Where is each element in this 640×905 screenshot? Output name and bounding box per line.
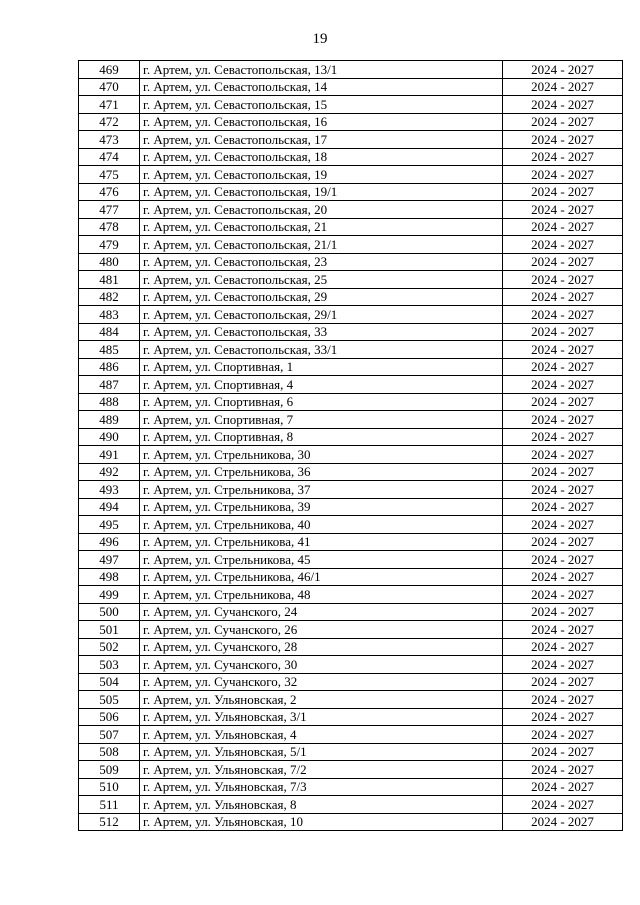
row-number: 474 <box>79 148 140 166</box>
row-number: 506 <box>79 708 140 726</box>
row-address: г. Артем, ул. Севастопольская, 29 <box>140 288 503 306</box>
row-period: 2024 - 2027 <box>503 358 623 376</box>
row-address: г. Артем, ул. Стрельникова, 41 <box>140 533 503 551</box>
table-row <box>79 376 623 394</box>
row-address: г. Артем, ул. Севастопольская, 21/1 <box>140 236 503 254</box>
row-number: 479 <box>79 236 140 254</box>
row-number: 485 <box>79 341 140 359</box>
row-address: г. Артем, ул. Севастопольская, 20 <box>140 201 503 219</box>
table-row <box>79 726 623 744</box>
row-address: г. Артем, ул. Севастопольская, 19/1 <box>140 183 503 201</box>
row-address: г. Артем, ул. Ульяновская, 3/1 <box>140 708 503 726</box>
row-number: 500 <box>79 603 140 621</box>
row-period: 2024 - 2027 <box>503 516 623 534</box>
row-address: г. Артем, ул. Ульяновская, 10 <box>140 813 503 831</box>
table-row <box>79 481 623 499</box>
row-address: г. Артем, ул. Севастопольская, 21 <box>140 218 503 236</box>
row-address: г. Артем, ул. Севастопольская, 16 <box>140 113 503 131</box>
table-row <box>79 498 623 516</box>
row-period: 2024 - 2027 <box>503 131 623 149</box>
row-period: 2024 - 2027 <box>503 323 623 341</box>
table-row <box>79 603 623 621</box>
row-period: 2024 - 2027 <box>503 236 623 254</box>
table-row <box>79 201 623 219</box>
table-row <box>79 743 623 761</box>
table-row <box>79 288 623 306</box>
row-period: 2024 - 2027 <box>503 411 623 429</box>
row-number: 495 <box>79 516 140 534</box>
table-row <box>79 96 623 114</box>
row-number: 475 <box>79 166 140 184</box>
row-address: г. Артем, ул. Стрельникова, 36 <box>140 463 503 481</box>
row-period: 2024 - 2027 <box>503 218 623 236</box>
row-period: 2024 - 2027 <box>503 341 623 359</box>
table-row <box>79 323 623 341</box>
table-row <box>79 621 623 639</box>
row-period: 2024 - 2027 <box>503 78 623 96</box>
row-address: г. Артем, ул. Севастопольская, 29/1 <box>140 306 503 324</box>
row-address: г. Артем, ул. Сучанского, 24 <box>140 603 503 621</box>
row-period: 2024 - 2027 <box>503 481 623 499</box>
row-address: г. Артем, ул. Севастопольская, 25 <box>140 271 503 289</box>
row-number: 470 <box>79 78 140 96</box>
row-number: 510 <box>79 778 140 796</box>
row-period: 2024 - 2027 <box>503 166 623 184</box>
row-period: 2024 - 2027 <box>503 586 623 604</box>
row-number: 487 <box>79 376 140 394</box>
table-row <box>79 656 623 674</box>
row-number: 469 <box>79 61 140 79</box>
row-period: 2024 - 2027 <box>503 656 623 674</box>
row-address: г. Артем, ул. Спортивная, 6 <box>140 393 503 411</box>
row-period: 2024 - 2027 <box>503 446 623 464</box>
row-period: 2024 - 2027 <box>503 691 623 709</box>
row-address: г. Артем, ул. Стрельникова, 46/1 <box>140 568 503 586</box>
row-number: 494 <box>79 498 140 516</box>
table-row <box>79 551 623 569</box>
row-address: г. Артем, ул. Севастопольская, 19 <box>140 166 503 184</box>
row-period: 2024 - 2027 <box>503 61 623 79</box>
table-row <box>79 253 623 271</box>
table-row <box>79 411 623 429</box>
table-row <box>79 393 623 411</box>
table-row <box>79 61 623 79</box>
row-number: 504 <box>79 673 140 691</box>
table-row <box>79 113 623 131</box>
row-number: 512 <box>79 813 140 831</box>
row-number: 483 <box>79 306 140 324</box>
row-period: 2024 - 2027 <box>503 726 623 744</box>
row-number: 503 <box>79 656 140 674</box>
row-address: г. Артем, ул. Севастопольская, 33 <box>140 323 503 341</box>
row-number: 476 <box>79 183 140 201</box>
row-period: 2024 - 2027 <box>503 568 623 586</box>
row-number: 511 <box>79 796 140 814</box>
table-row <box>79 568 623 586</box>
table-row <box>79 358 623 376</box>
table-row <box>79 673 623 691</box>
table-row <box>79 778 623 796</box>
row-period: 2024 - 2027 <box>503 428 623 446</box>
row-period: 2024 - 2027 <box>503 393 623 411</box>
row-address: г. Артем, ул. Севастопольская, 15 <box>140 96 503 114</box>
table-row <box>79 78 623 96</box>
table-row <box>79 463 623 481</box>
row-period: 2024 - 2027 <box>503 533 623 551</box>
page-number: 19 <box>312 31 328 47</box>
row-number: 491 <box>79 446 140 464</box>
row-period: 2024 - 2027 <box>503 288 623 306</box>
row-period: 2024 - 2027 <box>503 551 623 569</box>
table-row <box>79 428 623 446</box>
row-period: 2024 - 2027 <box>503 201 623 219</box>
row-number: 481 <box>79 271 140 289</box>
row-address: г. Артем, ул. Стрельникова, 40 <box>140 516 503 534</box>
table-row <box>79 166 623 184</box>
table-row <box>79 131 623 149</box>
row-number: 486 <box>79 358 140 376</box>
row-period: 2024 - 2027 <box>503 96 623 114</box>
row-address: г. Артем, ул. Ульяновская, 8 <box>140 796 503 814</box>
row-number: 507 <box>79 726 140 744</box>
address-table <box>78 60 623 831</box>
row-period: 2024 - 2027 <box>503 113 623 131</box>
row-number: 482 <box>79 288 140 306</box>
row-number: 496 <box>79 533 140 551</box>
row-address: г. Артем, ул. Спортивная, 8 <box>140 428 503 446</box>
table-row <box>79 446 623 464</box>
row-address: г. Артем, ул. Сучанского, 26 <box>140 621 503 639</box>
row-address: г. Артем, ул. Ульяновская, 7/3 <box>140 778 503 796</box>
row-address: г. Артем, ул. Сучанского, 32 <box>140 673 503 691</box>
row-number: 480 <box>79 253 140 271</box>
row-number: 493 <box>79 481 140 499</box>
table-row <box>79 813 623 831</box>
row-number: 501 <box>79 621 140 639</box>
row-address: г. Артем, ул. Спортивная, 1 <box>140 358 503 376</box>
row-address: г. Артем, ул. Севастопольская, 23 <box>140 253 503 271</box>
row-period: 2024 - 2027 <box>503 796 623 814</box>
row-number: 473 <box>79 131 140 149</box>
row-number: 471 <box>79 96 140 114</box>
table-row <box>79 533 623 551</box>
row-number: 499 <box>79 586 140 604</box>
row-period: 2024 - 2027 <box>503 813 623 831</box>
row-address: г. Артем, ул. Стрельникова, 39 <box>140 498 503 516</box>
row-period: 2024 - 2027 <box>503 253 623 271</box>
row-number: 497 <box>79 551 140 569</box>
row-number: 490 <box>79 428 140 446</box>
row-address: г. Артем, ул. Ульяновская, 7/2 <box>140 761 503 779</box>
row-number: 509 <box>79 761 140 779</box>
row-address: г. Артем, ул. Стрельникова, 30 <box>140 446 503 464</box>
row-period: 2024 - 2027 <box>503 708 623 726</box>
row-period: 2024 - 2027 <box>503 638 623 656</box>
row-number: 498 <box>79 568 140 586</box>
row-address: г. Артем, ул. Спортивная, 4 <box>140 376 503 394</box>
row-number: 502 <box>79 638 140 656</box>
row-period: 2024 - 2027 <box>503 148 623 166</box>
row-period: 2024 - 2027 <box>503 376 623 394</box>
table-row <box>79 306 623 324</box>
row-address: г. Артем, ул. Севастопольская, 33/1 <box>140 341 503 359</box>
row-number: 492 <box>79 463 140 481</box>
table-row <box>79 236 623 254</box>
row-address: г. Артем, ул. Севастопольская, 13/1 <box>140 61 503 79</box>
row-period: 2024 - 2027 <box>503 498 623 516</box>
row-number: 488 <box>79 393 140 411</box>
table-row <box>79 796 623 814</box>
table-row <box>79 183 623 201</box>
table-row <box>79 218 623 236</box>
row-period: 2024 - 2027 <box>503 463 623 481</box>
row-number: 477 <box>79 201 140 219</box>
table-row <box>79 691 623 709</box>
row-address: г. Артем, ул. Севастопольская, 18 <box>140 148 503 166</box>
row-period: 2024 - 2027 <box>503 621 623 639</box>
row-period: 2024 - 2027 <box>503 673 623 691</box>
row-address: г. Артем, ул. Ульяновская, 5/1 <box>140 743 503 761</box>
table-row <box>79 761 623 779</box>
table-row <box>79 586 623 604</box>
row-address: г. Артем, ул. Спортивная, 7 <box>140 411 503 429</box>
row-period: 2024 - 2027 <box>503 743 623 761</box>
table-row <box>79 148 623 166</box>
row-address: г. Артем, ул. Стрельникова, 48 <box>140 586 503 604</box>
row-address: г. Артем, ул. Стрельникова, 45 <box>140 551 503 569</box>
row-address: г. Артем, ул. Севастопольская, 14 <box>140 78 503 96</box>
table-row <box>79 516 623 534</box>
table-row <box>79 341 623 359</box>
table-row <box>79 638 623 656</box>
row-address: г. Артем, ул. Ульяновская, 2 <box>140 691 503 709</box>
row-number: 505 <box>79 691 140 709</box>
row-address: г. Артем, ул. Сучанского, 30 <box>140 656 503 674</box>
row-address: г. Артем, ул. Сучанского, 28 <box>140 638 503 656</box>
row-number: 489 <box>79 411 140 429</box>
row-address: г. Артем, ул. Ульяновская, 4 <box>140 726 503 744</box>
row-period: 2024 - 2027 <box>503 183 623 201</box>
row-period: 2024 - 2027 <box>503 761 623 779</box>
row-number: 484 <box>79 323 140 341</box>
row-number: 478 <box>79 218 140 236</box>
row-number: 508 <box>79 743 140 761</box>
table-row <box>79 708 623 726</box>
row-period: 2024 - 2027 <box>503 271 623 289</box>
table-body <box>79 61 623 831</box>
row-address: г. Артем, ул. Стрельникова, 37 <box>140 481 503 499</box>
row-period: 2024 - 2027 <box>503 306 623 324</box>
table-row <box>79 271 623 289</box>
row-period: 2024 - 2027 <box>503 778 623 796</box>
row-number: 472 <box>79 113 140 131</box>
row-period: 2024 - 2027 <box>503 603 623 621</box>
row-address: г. Артем, ул. Севастопольская, 17 <box>140 131 503 149</box>
